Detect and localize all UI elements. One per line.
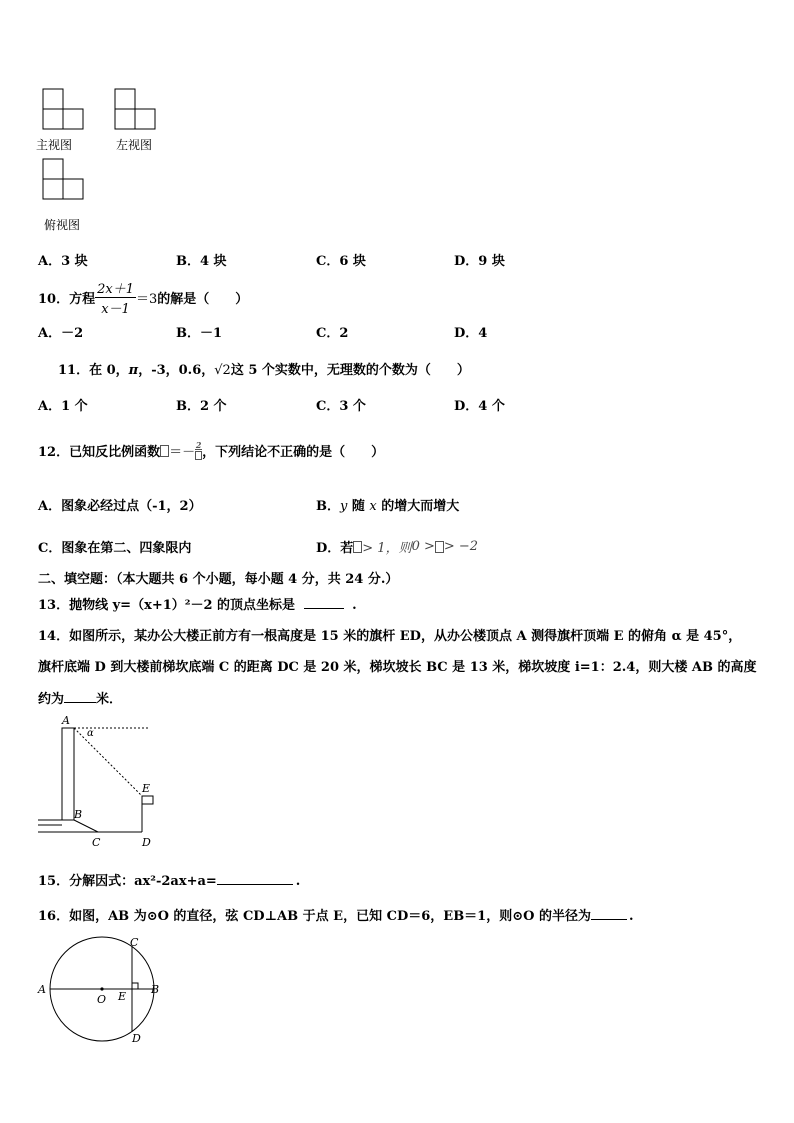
q10-prefix: 10．方程 [38, 292, 96, 307]
q11-option-d: D．4 个 [454, 399, 505, 414]
q13-question [38, 594, 357, 613]
q12-option-b-mid: 随 [347, 499, 370, 514]
q16-label-b: B [151, 983, 160, 996]
q16-question [38, 905, 634, 924]
q14-answer-blank[interactable] [64, 690, 96, 703]
q14-slope [74, 820, 98, 832]
q10-question [38, 278, 248, 317]
q13-answer-blank[interactable] [304, 596, 344, 609]
q11-option-c: C．3 个 [316, 399, 366, 414]
front-view-label: 主视图 [36, 138, 73, 152]
left-view-label: 左视图 [116, 138, 153, 152]
q12-eq: ＝－ [169, 445, 196, 460]
q12-option-d-y-symbol [435, 541, 444, 553]
q12-option-d-cond: > 1，则 [362, 541, 412, 556]
q9-option-d: D．9 块 [454, 254, 505, 269]
q16-answer-blank[interactable] [591, 907, 627, 920]
q15-end: . [295, 874, 301, 889]
q12-option-b-end: 的增大而增大 [376, 499, 460, 514]
q14-line-3 [38, 688, 122, 707]
q12-question [38, 441, 384, 460]
q10-fraction [95, 278, 136, 317]
q13-end: . [352, 598, 357, 613]
q16-label-c: C [130, 936, 139, 949]
q12-frac-num: 2 [195, 440, 202, 451]
front-view-shape [40, 86, 86, 132]
q14-sight-line [74, 728, 142, 796]
q16-end: . [628, 909, 634, 924]
q15-text: 15．分解因式：ax²-2ax+a= [38, 874, 217, 889]
q11-option-b: B．2 个 [176, 399, 227, 414]
q11-text-c: 这 5 个实数中，无理数的个数为（ ） [230, 363, 470, 378]
q14-label-d: D [142, 836, 151, 849]
q11-text-b: ，-3，0.6， [138, 363, 215, 378]
q12-option-d-x-symbol [353, 541, 362, 553]
q16-circle-figure [34, 934, 166, 1044]
section-fill-in-header: 二、填空题：（本大题共 6 个小题，每小题 4 分，共 24 分.） [38, 572, 399, 587]
q12-option-a: A．图象必经过点（-1，2） [38, 499, 202, 514]
left-view-shape [112, 86, 158, 132]
q14-line-1: 14．如图所示，某办公大楼正前方有一根高度是 15 米的旗杆 ED，从办公楼顶点 A 测得旗杆顶端 E 的俯角 α 是 45°， [38, 629, 742, 644]
q10-eq: ＝3 [135, 292, 158, 307]
q14-building-figure [36, 712, 160, 852]
q10-frac-num: 2x＋1 [95, 278, 136, 298]
q12-option-d-range-a: 0 > [411, 539, 435, 554]
q14-label-e: E [142, 782, 151, 795]
q14-label-alpha: α [87, 728, 94, 739]
q12-option-b-x: x [369, 499, 377, 514]
q16-text: 16．如图，AB 为⊙O 的直径，弦 CD⊥AB 于点 E，已知 CD＝6，EB＝1，则⊙O 的半径为 [38, 909, 591, 924]
q12-option-b-letter: B． [316, 499, 340, 514]
q12-prefix: 12．已知反比例函数 [38, 445, 161, 460]
q9-option-c: C．6 块 [316, 254, 366, 269]
q10-option-d: D．4 [454, 326, 488, 341]
q12-fraction [195, 441, 202, 460]
top-view-shape [40, 156, 86, 202]
q12-option-d [316, 537, 478, 556]
q16-label-o: O [97, 993, 107, 1006]
q16-label-a: A [38, 983, 46, 996]
q14-flag [142, 796, 153, 804]
q12-frac-den [195, 449, 202, 459]
q10-frac-den: x－1 [101, 302, 130, 317]
q10-option-b: B．－1 [176, 326, 223, 341]
q16-label-d: D [132, 1032, 141, 1044]
q12-suffix: ，下列结论不正确的是（ ） [202, 445, 385, 460]
q12-option-d-range-b: > −2 [443, 539, 479, 554]
q11-pi: π [128, 363, 139, 378]
q11-text-a: 11．在 0， [58, 363, 129, 378]
q10-option-c: C．2 [316, 326, 349, 341]
q14-line-2: 旗杆底端 D 到大楼前梯坎底端 C 的距离 DC 是 20 米，梯坎坡长 BC 是 13 米，梯坎坡度 i=1：2.4，则大楼 AB 的高度 [38, 660, 757, 675]
q12-y-symbol [160, 445, 169, 457]
top-view-label: 俯视图 [44, 218, 81, 232]
q12-option-c: C．图象在第二、四象限内 [38, 541, 192, 556]
q9-option-b: B．4 块 [176, 254, 227, 269]
q11-option-a: A．1 个 [38, 399, 88, 414]
q14-line3-end: 米． [96, 692, 123, 707]
q14-label-a: A [62, 714, 70, 727]
q10-option-a: A．－2 [38, 326, 84, 341]
q11-sqrt: √2 [214, 363, 231, 378]
q14-line3-start: 约为 [38, 692, 65, 707]
q16-label-e: E [118, 990, 127, 1003]
q12-option-d-letter: D．若 [316, 541, 354, 556]
q15-answer-blank[interactable] [217, 872, 293, 885]
q14-label-c: C [92, 836, 101, 849]
q14-label-b: B [74, 808, 83, 821]
q13-text: 13．抛物线 y=（x+1）²－2 的顶点坐标是 [38, 598, 296, 613]
q9-option-a: A．3 块 [38, 254, 88, 269]
three-views-figure [36, 84, 196, 234]
q12-option-b [316, 495, 459, 514]
q14-building [62, 728, 74, 820]
q15-question [38, 870, 300, 889]
q12-option-b-y: y [340, 499, 348, 514]
q16-center-point [100, 987, 103, 990]
q10-suffix: 的解是（ ） [157, 292, 249, 307]
q11-question [58, 359, 470, 378]
